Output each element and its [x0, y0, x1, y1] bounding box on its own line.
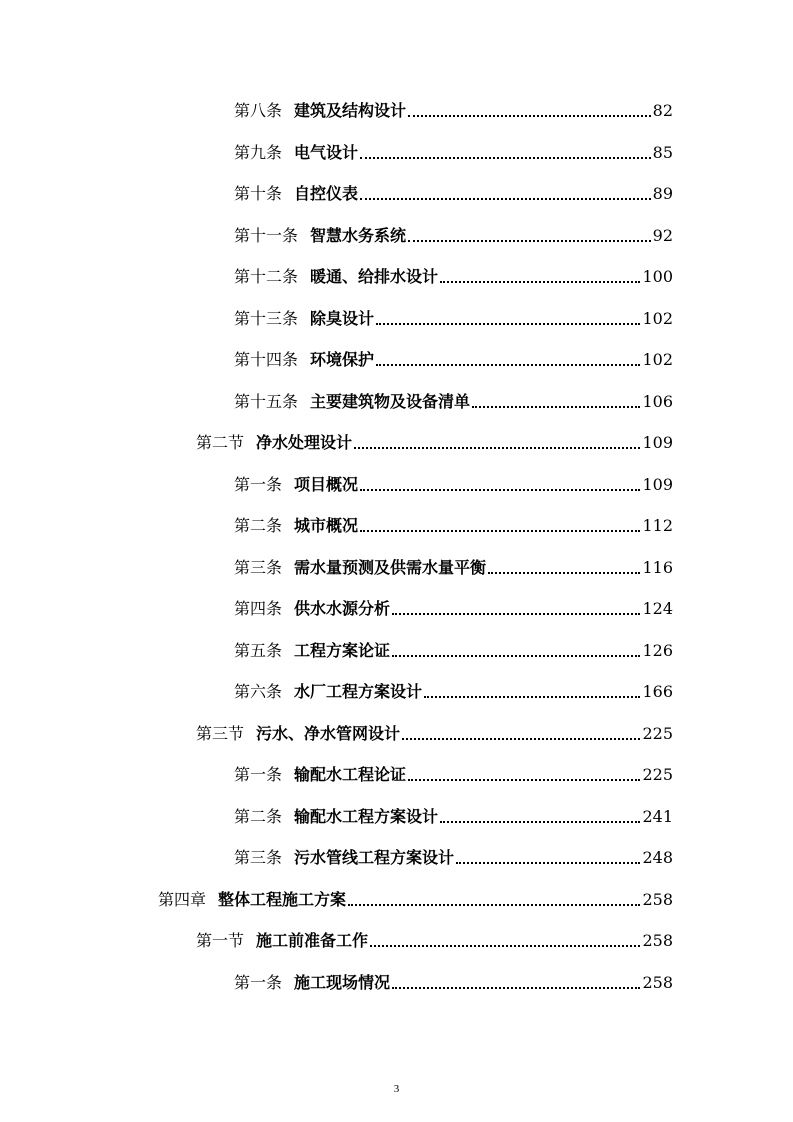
toc-entry-page: 102: [642, 309, 673, 328]
toc-entry[interactable]: [234, 470, 673, 496]
dot-leader: [408, 779, 640, 781]
toc-entry[interactable]: [234, 760, 673, 786]
toc-entry[interactable]: [234, 262, 673, 288]
dot-leader: [360, 157, 651, 159]
toc-entry[interactable]: [234, 636, 673, 662]
dot-leader: [488, 572, 640, 574]
toc-entry-page: 116: [642, 558, 673, 577]
toc-entry-page: 225: [642, 724, 673, 743]
toc-entry-title: 暖通、给排水设计: [310, 267, 439, 286]
toc-entry-title: 输配水工程论证: [294, 765, 407, 784]
toc-entry[interactable]: [234, 179, 673, 205]
toc-entry-title: 智慧水务系统: [310, 226, 407, 245]
toc-entry-page: 225: [642, 765, 673, 784]
toc-entry-number: 第一节: [196, 931, 245, 950]
dot-leader: [472, 406, 640, 408]
toc-entry-page: 102: [642, 350, 673, 369]
dot-leader: [360, 489, 640, 491]
dot-leader: [376, 364, 640, 366]
toc-entry[interactable]: [234, 677, 673, 703]
dot-leader: [402, 738, 640, 740]
toc-entry-number: 第十五条: [234, 392, 299, 411]
toc-entry-page: 124: [642, 599, 673, 618]
toc-entry[interactable]: [234, 387, 673, 413]
toc-entry-title: 自控仪表: [294, 184, 359, 203]
toc-entry-page: 109: [642, 433, 673, 452]
toc-entry-title: 施工前准备工作: [256, 931, 369, 950]
toc-entry-page: 258: [642, 973, 673, 992]
toc-entry[interactable]: [234, 221, 673, 247]
toc-entry-page: 85: [652, 143, 673, 162]
toc-entry-title: 城市概况: [294, 516, 359, 535]
toc-entry-number: 第一条: [234, 475, 283, 494]
toc-entry-number: 第二条: [234, 516, 283, 535]
toc-entry-number: 第三条: [234, 558, 283, 577]
dot-leader: [392, 655, 640, 657]
toc-entry-title: 主要建筑物及设备清单: [310, 392, 471, 411]
toc-entry-number: 第十二条: [234, 267, 299, 286]
toc-entry-number: 第十三条: [234, 309, 299, 328]
toc-entry[interactable]: [234, 304, 673, 330]
toc-entry-number: 第五条: [234, 641, 283, 660]
toc-entry-title: 整体工程施工方案: [218, 890, 347, 909]
toc-entry[interactable]: [234, 802, 673, 828]
toc-entry[interactable]: [234, 553, 673, 579]
toc-entry[interactable]: [234, 511, 673, 537]
toc-entry-number: 第六条: [234, 682, 283, 701]
toc-entry-page: 166: [642, 682, 673, 701]
toc-entry-page: 258: [642, 931, 673, 950]
dot-leader: [408, 115, 651, 117]
dot-leader: [456, 862, 640, 864]
toc-entry-page: 89: [652, 184, 673, 203]
toc-entry-page: 241: [642, 807, 673, 826]
dot-leader: [440, 281, 640, 283]
toc-entry-title: 工程方案论证: [294, 641, 391, 660]
dot-leader: [370, 945, 640, 947]
dot-leader: [424, 696, 640, 698]
toc-entry-number: 第二条: [234, 807, 283, 826]
toc-entry-page: 126: [642, 641, 673, 660]
toc-entry-number: 第一条: [234, 765, 283, 784]
toc-entry-number: 第十四条: [234, 350, 299, 369]
toc-entry-title: 需水量预测及供需水量平衡: [294, 558, 487, 577]
toc-entry-number: 第十条: [234, 184, 283, 203]
toc-entry-number: 第三条: [234, 848, 283, 867]
toc-entry[interactable]: [234, 138, 673, 164]
toc-entry-page: 112: [642, 516, 673, 535]
toc-entry-title: 施工现场情况: [294, 973, 391, 992]
toc-entry-section[interactable]: [196, 428, 673, 454]
toc-entry-title: 除臭设计: [310, 309, 375, 328]
toc-entry-section[interactable]: [196, 926, 673, 952]
toc-entry-title: 净水处理设计: [256, 433, 353, 452]
toc-entry-page: 92: [652, 226, 673, 245]
toc-entry-page: 258: [642, 890, 673, 909]
dot-leader: [376, 323, 640, 325]
toc-entry[interactable]: [234, 96, 673, 122]
toc-entry[interactable]: [234, 594, 673, 620]
toc-entry-number: 第二节: [196, 433, 245, 452]
toc-entry[interactable]: [234, 843, 673, 869]
toc-entry-title: 输配水工程方案设计: [294, 807, 439, 826]
toc-entry-page: 82: [652, 101, 673, 120]
toc-entry-number: 第八条: [234, 101, 283, 120]
toc-entry-section[interactable]: [196, 719, 673, 745]
toc-entry-number: 第四章: [158, 890, 207, 909]
dot-leader: [392, 613, 640, 615]
dot-leader: [392, 987, 640, 989]
toc-entry-number: 第十一条: [234, 226, 299, 245]
dot-leader: [360, 198, 651, 200]
toc-entry-page: 106: [642, 392, 673, 411]
dot-leader: [360, 530, 640, 532]
toc-entry-page: 100: [642, 267, 673, 286]
toc-entry[interactable]: [234, 345, 673, 371]
toc-entry-number: 第三节: [196, 724, 245, 743]
dot-leader: [408, 240, 651, 242]
dot-leader: [354, 447, 640, 449]
toc-entry-page: 109: [642, 475, 673, 494]
toc-entry-title: 污水、净水管网设计: [256, 724, 401, 743]
toc-entry-title: 水厂工程方案设计: [294, 682, 423, 701]
toc-entry-number: 第一条: [234, 973, 283, 992]
toc-entry[interactable]: [234, 968, 673, 994]
dot-leader: [440, 821, 640, 823]
toc-entry-chapter[interactable]: [158, 885, 673, 911]
page-number: 3: [393, 1083, 400, 1095]
toc-entry-number: 第四条: [234, 599, 283, 618]
toc-entry-title: 供水水源分析: [294, 599, 391, 618]
dot-leader: [348, 904, 640, 906]
toc-entry-title: 环境保护: [310, 350, 375, 369]
toc-entry-title: 污水管线工程方案设计: [294, 848, 455, 867]
toc-entry-title: 项目概况: [294, 475, 359, 494]
toc-entry-page: 248: [642, 848, 673, 867]
toc-entry-title: 电气设计: [294, 143, 359, 162]
toc-entry-number: 第九条: [234, 143, 283, 162]
toc-entry-title: 建筑及结构设计: [294, 101, 407, 120]
